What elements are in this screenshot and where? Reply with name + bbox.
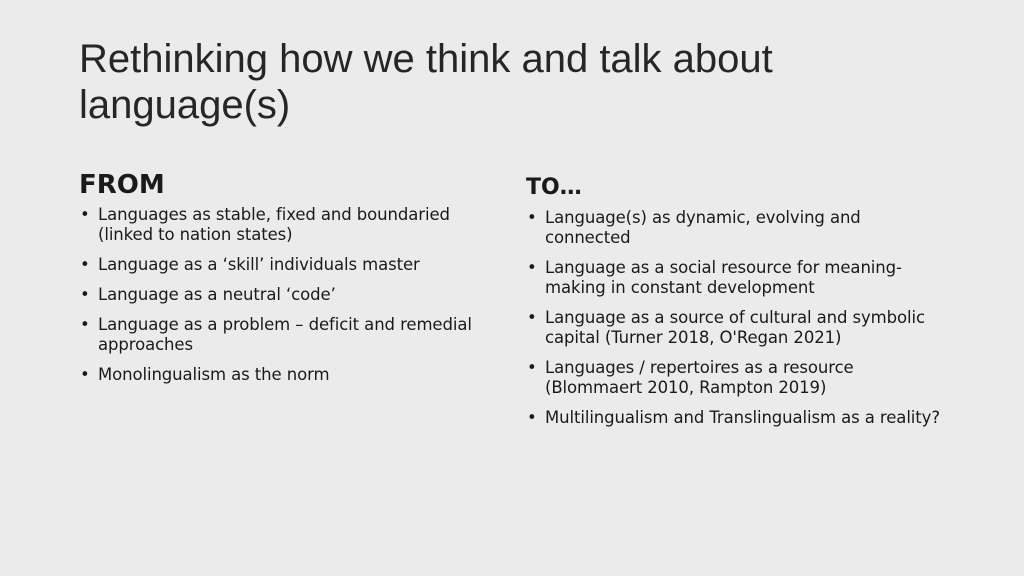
to-item-text: Languages / repertoires as a resource (Blommaert 2010, Rampton 2019) <box>545 358 854 397</box>
bullet-icon: • <box>527 408 537 427</box>
bullet-icon: • <box>527 258 537 277</box>
bullet-icon: • <box>80 255 90 274</box>
to-list-item <box>526 358 946 398</box>
from-list-item <box>79 285 489 305</box>
bullet-icon: • <box>527 358 537 377</box>
from-item-text: Monolingualism as the norm <box>98 365 330 384</box>
bullet-icon: • <box>80 315 90 334</box>
to-column <box>526 170 946 438</box>
bullet-icon: • <box>80 365 90 384</box>
from-list <box>79 205 489 385</box>
to-list <box>526 208 946 428</box>
from-item-text: Languages as stable, fixed and boundaried (linked to nation states) <box>98 205 450 244</box>
to-list-item <box>526 408 946 428</box>
from-heading: FROM <box>79 170 165 200</box>
from-list-item <box>79 365 489 385</box>
to-list-item <box>526 308 946 348</box>
to-list-item <box>526 258 946 298</box>
to-item-text: Language as a social resource for meaning-making in constant development <box>545 258 902 297</box>
from-item-text: Language as a neutral ‘code’ <box>98 285 336 304</box>
slide-title: Rethinking how we think and talk about language(s) <box>79 37 773 127</box>
from-item-text: Language as a ‘skill’ individuals master <box>98 255 420 274</box>
bullet-icon: • <box>527 208 537 227</box>
bullet-icon: • <box>80 285 90 304</box>
from-list-item <box>79 205 489 245</box>
from-list-item <box>79 255 489 275</box>
to-heading: TO… <box>526 175 582 200</box>
to-list-item <box>526 208 946 248</box>
from-list-item <box>79 315 489 355</box>
to-item-text: Multilingualism and Translingualism as a reality? <box>545 408 940 427</box>
from-item-text: Language as a problem – deficit and remedial approaches <box>98 315 472 354</box>
from-column <box>79 168 489 395</box>
bullet-icon: • <box>80 205 90 224</box>
bullet-icon: • <box>527 308 537 327</box>
to-item-text: Language as a source of cultural and symbolic capital (Turner 2018, O'Regan 2021) <box>545 308 925 347</box>
to-item-text: Language(s) as dynamic, evolving and connected <box>545 208 861 247</box>
